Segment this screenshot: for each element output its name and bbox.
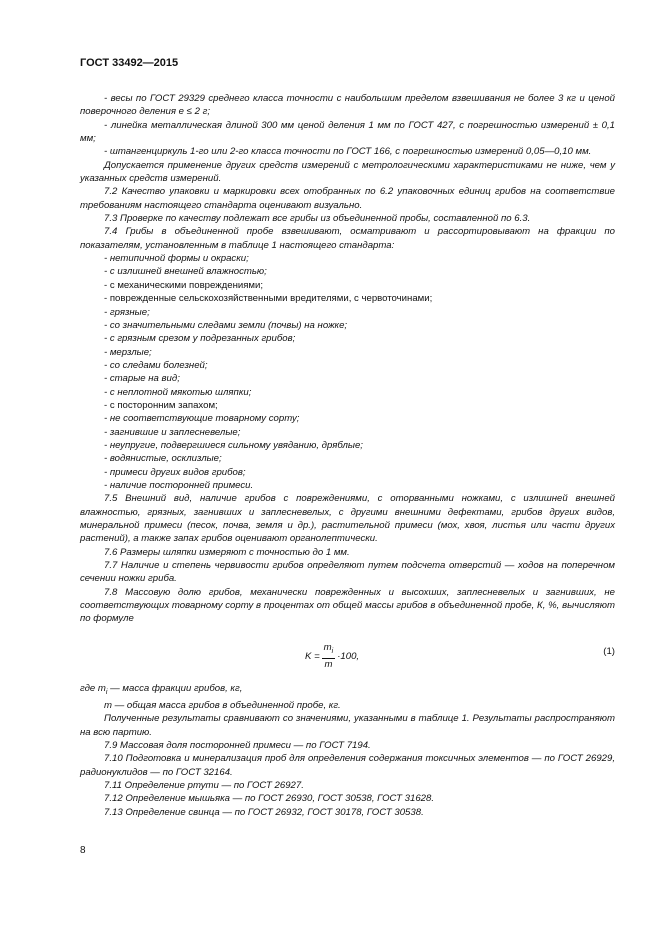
list-item: - водянистые, осклизлые; bbox=[104, 453, 222, 465]
list-item: - с грязным срезом у подрезанных грибов; bbox=[104, 333, 296, 345]
where-line-1: где $m_i$ — масса фракции грибов, кг, bbox=[80, 682, 243, 696]
equipment-ruler: - линейка металлическая длиной 300 мм ценой деления 1 мм по ГОСТ 427, с погрешностью измерений ± 0,1 мм; bbox=[80, 119, 615, 145]
formula-lhs: K = bbox=[305, 650, 320, 662]
list-item: - мерзлые; bbox=[104, 346, 152, 358]
clause-7-10: 7.10 Подготовка и минерализация проб для определения содержания токсичных элементов — по ГОСТ 26929, радионуклидов — по ГОСТ 32164. bbox=[80, 753, 615, 778]
note-other-instruments: Допускается применение других средств измерений с метрологическими характеристиками не ниже, чем у указанных средств измерений. bbox=[80, 159, 615, 185]
formula-numerator: $m_i$ bbox=[322, 642, 336, 659]
clause-7-11: 7.11 Определение ртути — по ГОСТ 26927. bbox=[104, 780, 304, 792]
list-item: - с механическими повреждениями; bbox=[104, 279, 264, 291]
formula-rhs: ·100, bbox=[337, 650, 360, 662]
clause-7-13: 7.13 Определение свинца — по ГОСТ 26932, ГОСТ 30178, ГОСТ 30538. bbox=[104, 806, 424, 818]
list-item: - со следами болезней; bbox=[104, 359, 208, 371]
equipment-scales: - весы по ГОСТ 29329 среднего класса точности с наибольшим пределом взвешивания не более 3 кг и ценой поверочного деления e ≤ 2 г; bbox=[80, 93, 615, 118]
list-item: - нетипичной формы и окраски; bbox=[104, 253, 249, 265]
formula-number: (1) bbox=[603, 645, 615, 657]
formula bbox=[305, 642, 359, 671]
list-item: - наличие посторонней примеси. bbox=[104, 479, 254, 491]
clause-7-5: 7.5 Внешний вид, наличие грибов с повреждениями, с оторванными ножками, с излишней внешней влажностью, грязных, загнивших и заплесневелых, с другими внешними дефектами, грибов других видов, минеральной примеси (песок, почва, земля и др.), растительной примеси (мох, хвоя, листья или части других растений), а также запах грибов оценивают органолептически. bbox=[80, 493, 615, 545]
clause-7-4: 7.4 Грибы в объединенной пробе взвешивают, осматривают и рассортировывают на фракции по показателям, установленным в таблице 1 настоящего стандарта: bbox=[80, 226, 615, 251]
where-line-2: m — общая масса грибов в объединенной пробе, кг. bbox=[104, 700, 341, 711]
document-body bbox=[80, 92, 615, 819]
results-paragraph: Полученные результаты сравнивают со значениями, указанными в таблице 1. Результаты распространяют на всю партию. bbox=[80, 713, 615, 738]
list-item: - со значительными следами земли (почвы) на ножке; bbox=[104, 319, 348, 331]
document-header: ГОСТ 33492—2015 bbox=[80, 57, 179, 69]
clause-7-6: 7.6 Размеры шляпки измеряют с точностью до 1 мм. bbox=[104, 546, 350, 558]
list-item: - с посторонним запахом; bbox=[104, 399, 218, 411]
list-item: - загнившие и заплесневелые; bbox=[104, 426, 241, 438]
page-number: 8 bbox=[80, 845, 86, 856]
clause-7-9: 7.9 Массовая доля посторонней примеси — по ГОСТ 7194. bbox=[104, 740, 371, 752]
clause-7-7: 7.7 Наличие и степень червивости грибов определяют путем подсчета отверстий — ходов на поперечном сечении ножки гриба. bbox=[80, 560, 615, 585]
clause-7-8: 7.8 Массовую долю грибов, механически поврежденных и высохших, заплесневелых и загнивших, не соответствующих товарному сорту в процентах от общей массы грибов в объединенной пробе, К, %, вычисляют по формуле bbox=[80, 586, 615, 625]
list-item: - старые на вид; bbox=[104, 373, 180, 385]
list-item: - грязные; bbox=[104, 306, 150, 318]
formula-block bbox=[80, 636, 615, 680]
clause-7-12: 7.12 Определение мышьяка — по ГОСТ 26930, ГОСТ 30538, ГОСТ 31628. bbox=[104, 793, 435, 805]
clause-7-2: 7.2 Качество упаковки и маркировки всех отобранных по 6.2 упаковочных единиц грибов на соответствие требованиям настоящего стандарта оценивают визуально. bbox=[80, 186, 615, 211]
list-item: - не соответствующие товарному сорту; bbox=[104, 413, 300, 425]
fraction-list bbox=[80, 252, 615, 492]
list-item: - неупругие, подвергшиеся сильному увяданию, дряблые; bbox=[104, 439, 363, 451]
formula-denominator: m bbox=[324, 658, 333, 670]
formula-fraction bbox=[322, 642, 336, 671]
list-item: - с неплотной мякотью шляпки; bbox=[104, 386, 252, 398]
list-item: - с излишней внешней влажностью; bbox=[104, 266, 267, 278]
clause-7-3: 7.3 Проверке по качеству подлежат все грибы из объединенной пробы, составленной по 6.3. bbox=[104, 213, 531, 225]
list-item: - поврежденные сельскохозяйственными вредителями, с червоточинами; bbox=[104, 293, 433, 305]
list-item: - примеси других видов грибов; bbox=[104, 466, 246, 478]
equipment-caliper: - штангенциркуль 1-го или 2-го класса точности по ГОСТ 166, с погрешностью измерений 0,05—0,10 мм. bbox=[104, 146, 592, 158]
